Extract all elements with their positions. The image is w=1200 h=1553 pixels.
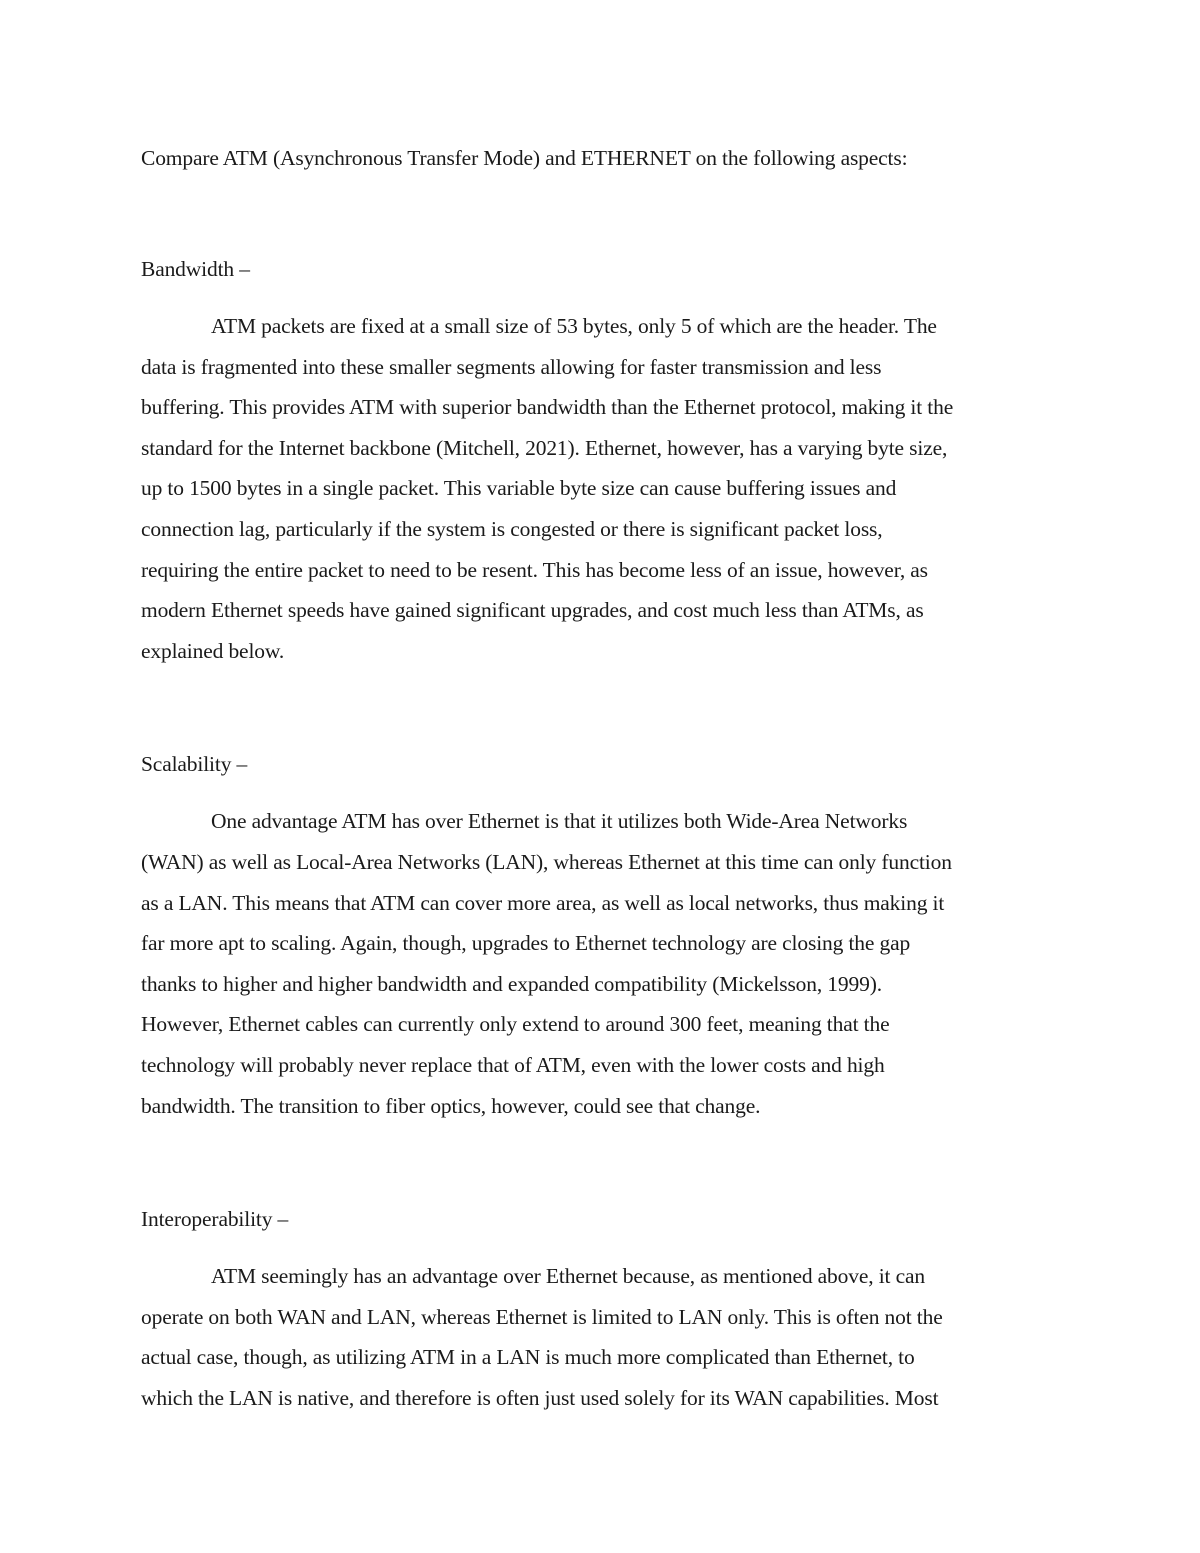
paragraph-line: requiring the entire packet to need to be resent. This has become less of an issue, however, as <box>141 557 928 582</box>
paragraph-line: explained below. <box>141 638 285 663</box>
section-heading-interoperability: Interoperability – <box>141 1207 289 1232</box>
paragraph-line: buffering. This provides ATM with superior bandwidth than the Ethernet protocol, making it the <box>141 395 954 420</box>
document-body <box>141 138 1061 1418</box>
paragraph-line: far more apt to scaling. Again, though, upgrades to Ethernet technology are closing the gap <box>141 931 911 956</box>
paragraph-line: ATM packets are fixed at a small size of 53 bytes, only 5 of which are the header. The <box>211 314 937 338</box>
section-paragraph-bandwidth <box>141 306 1061 671</box>
section-paragraph-scalability <box>141 801 1061 1126</box>
paragraph-line: thanks to higher and higher bandwidth and expanded compatibility (Mickelsson, 1999). <box>141 971 882 996</box>
paragraph-line: standard for the Internet backbone (Mitchell, 2021). Ethernet, however, has a varying byte size, <box>141 435 948 460</box>
paragraph-line: However, Ethernet cables can currently only extend to around 300 feet, meaning that the <box>141 1012 890 1037</box>
paragraph-line: up to 1500 bytes in a single packet. This variable byte size can cause buffering issues and <box>141 476 897 501</box>
paragraph-line: which the LAN is native, and therefore is often just used solely for its WAN capabilities. Most <box>141 1385 939 1410</box>
paragraph-line: actual case, though, as utilizing ATM in a LAN is much more complicated than Ethernet, to <box>141 1345 915 1370</box>
section-heading-bandwidth: Bandwidth – <box>141 257 250 281</box>
paragraph-line: connection lag, particularly if the system is congested or there is significant packet loss, <box>141 516 883 541</box>
paragraph-line: operate on both WAN and LAN, whereas Ethernet is limited to LAN only. This is often not the <box>141 1304 943 1329</box>
paragraph-line: technology will probably never replace that of ATM, even with the lower costs and high <box>141 1052 885 1077</box>
paragraph-line: bandwidth. The transition to fiber optics, however, could see that change. <box>141 1093 761 1118</box>
section-heading-scalability: Scalability – <box>141 752 248 777</box>
paragraph-line: One advantage ATM has over Ethernet is that it utilizes both Wide-Area Networks <box>211 809 908 834</box>
paragraph-line: (WAN) as well as Local-Area Networks (LAN), whereas Ethernet at this time can only function <box>141 849 952 874</box>
intro-prompt: Compare ATM (Asynchronous Transfer Mode) and ETHERNET on the following aspects: <box>141 146 908 170</box>
paragraph-line: data is fragmented into these smaller segments allowing for faster transmission and less <box>141 354 882 379</box>
section-paragraph-interoperability <box>141 1256 1061 1418</box>
paragraph-line: as a LAN. This means that ATM can cover more area, as well as local networks, thus making it <box>141 890 945 915</box>
paragraph-line: modern Ethernet speeds have gained significant upgrades, and cost much less than ATMs, as <box>141 598 924 623</box>
paragraph-line: ATM seemingly has an advantage over Ethernet because, as mentioned above, it can <box>211 1264 925 1289</box>
